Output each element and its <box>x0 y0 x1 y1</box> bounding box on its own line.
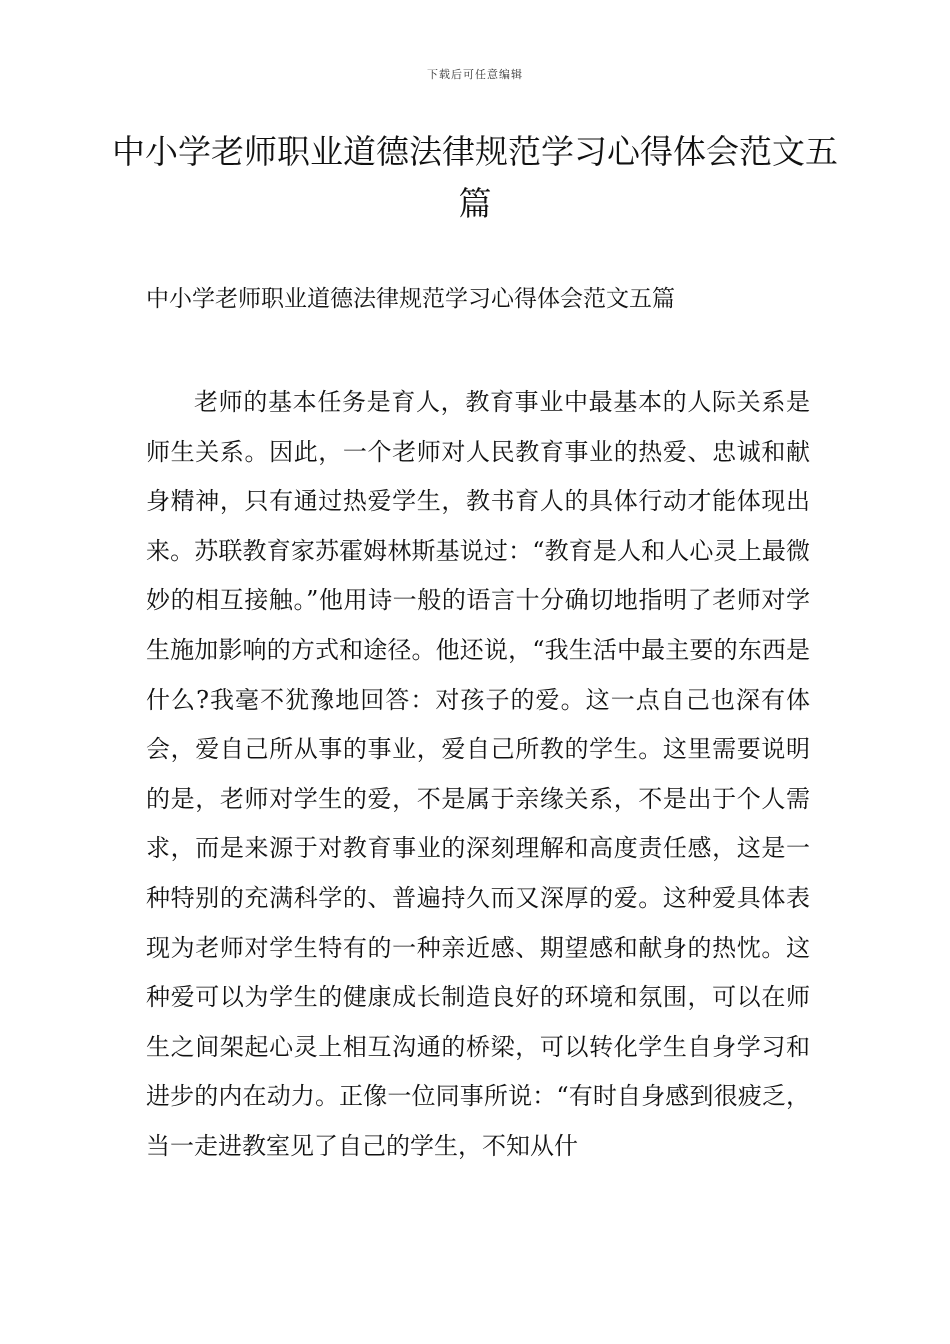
body-paragraph: 老师的基本任务是育人，教育事业中最基本的人际关系是师生关系。因此，一个老师对人民教育事业的热爱、忠诚和献身精神，只有通过热爱学生，教书育人的具体行动才能体现出来。苏联教育家苏霍姆林斯基说过：“教育是人和人心灵上最微妙的相互接触。”他用诗一般的语言十分确切地指明了老师对学生施加影响的方式和途径。他还说，“我生活中最主要的东西是什么?我毫不犹豫地回答：对孩子的爱。这一点自己也深有体会，爱自己所从事的事业，爱自己所教的学生。这里需要说明的是，老师对学生的爱，不是属于亲缘关系，不是出于个人需求，而是来源于对教育事业的深刻理解和高度责任感，这是一种特别的充满科学的、普遍持久而又深厚的爱。这种爱具体表现为老师对学生特有的一种亲近感、期望感和献身的热忱。这种爱可以为学生的健康成长制造良好的环境和氛围，可以在师生之间架起心灵上相互沟通的桥梁，可以转化学生自身学习和进步的内在动力。正像一位同事所说：“有时自身感到很疲乏，当一走进教室见了自己的学生，不知从什 <box>146 388 810 1160</box>
header-note: 下载后可任意编辑 <box>427 68 523 81</box>
document-title: 中小学老师职业道德法律规范学习心得体会范文五篇 <box>112 132 838 223</box>
document-subtitle: 中小学老师职业道德法律规范学习心得体会范文五篇 <box>146 286 675 312</box>
